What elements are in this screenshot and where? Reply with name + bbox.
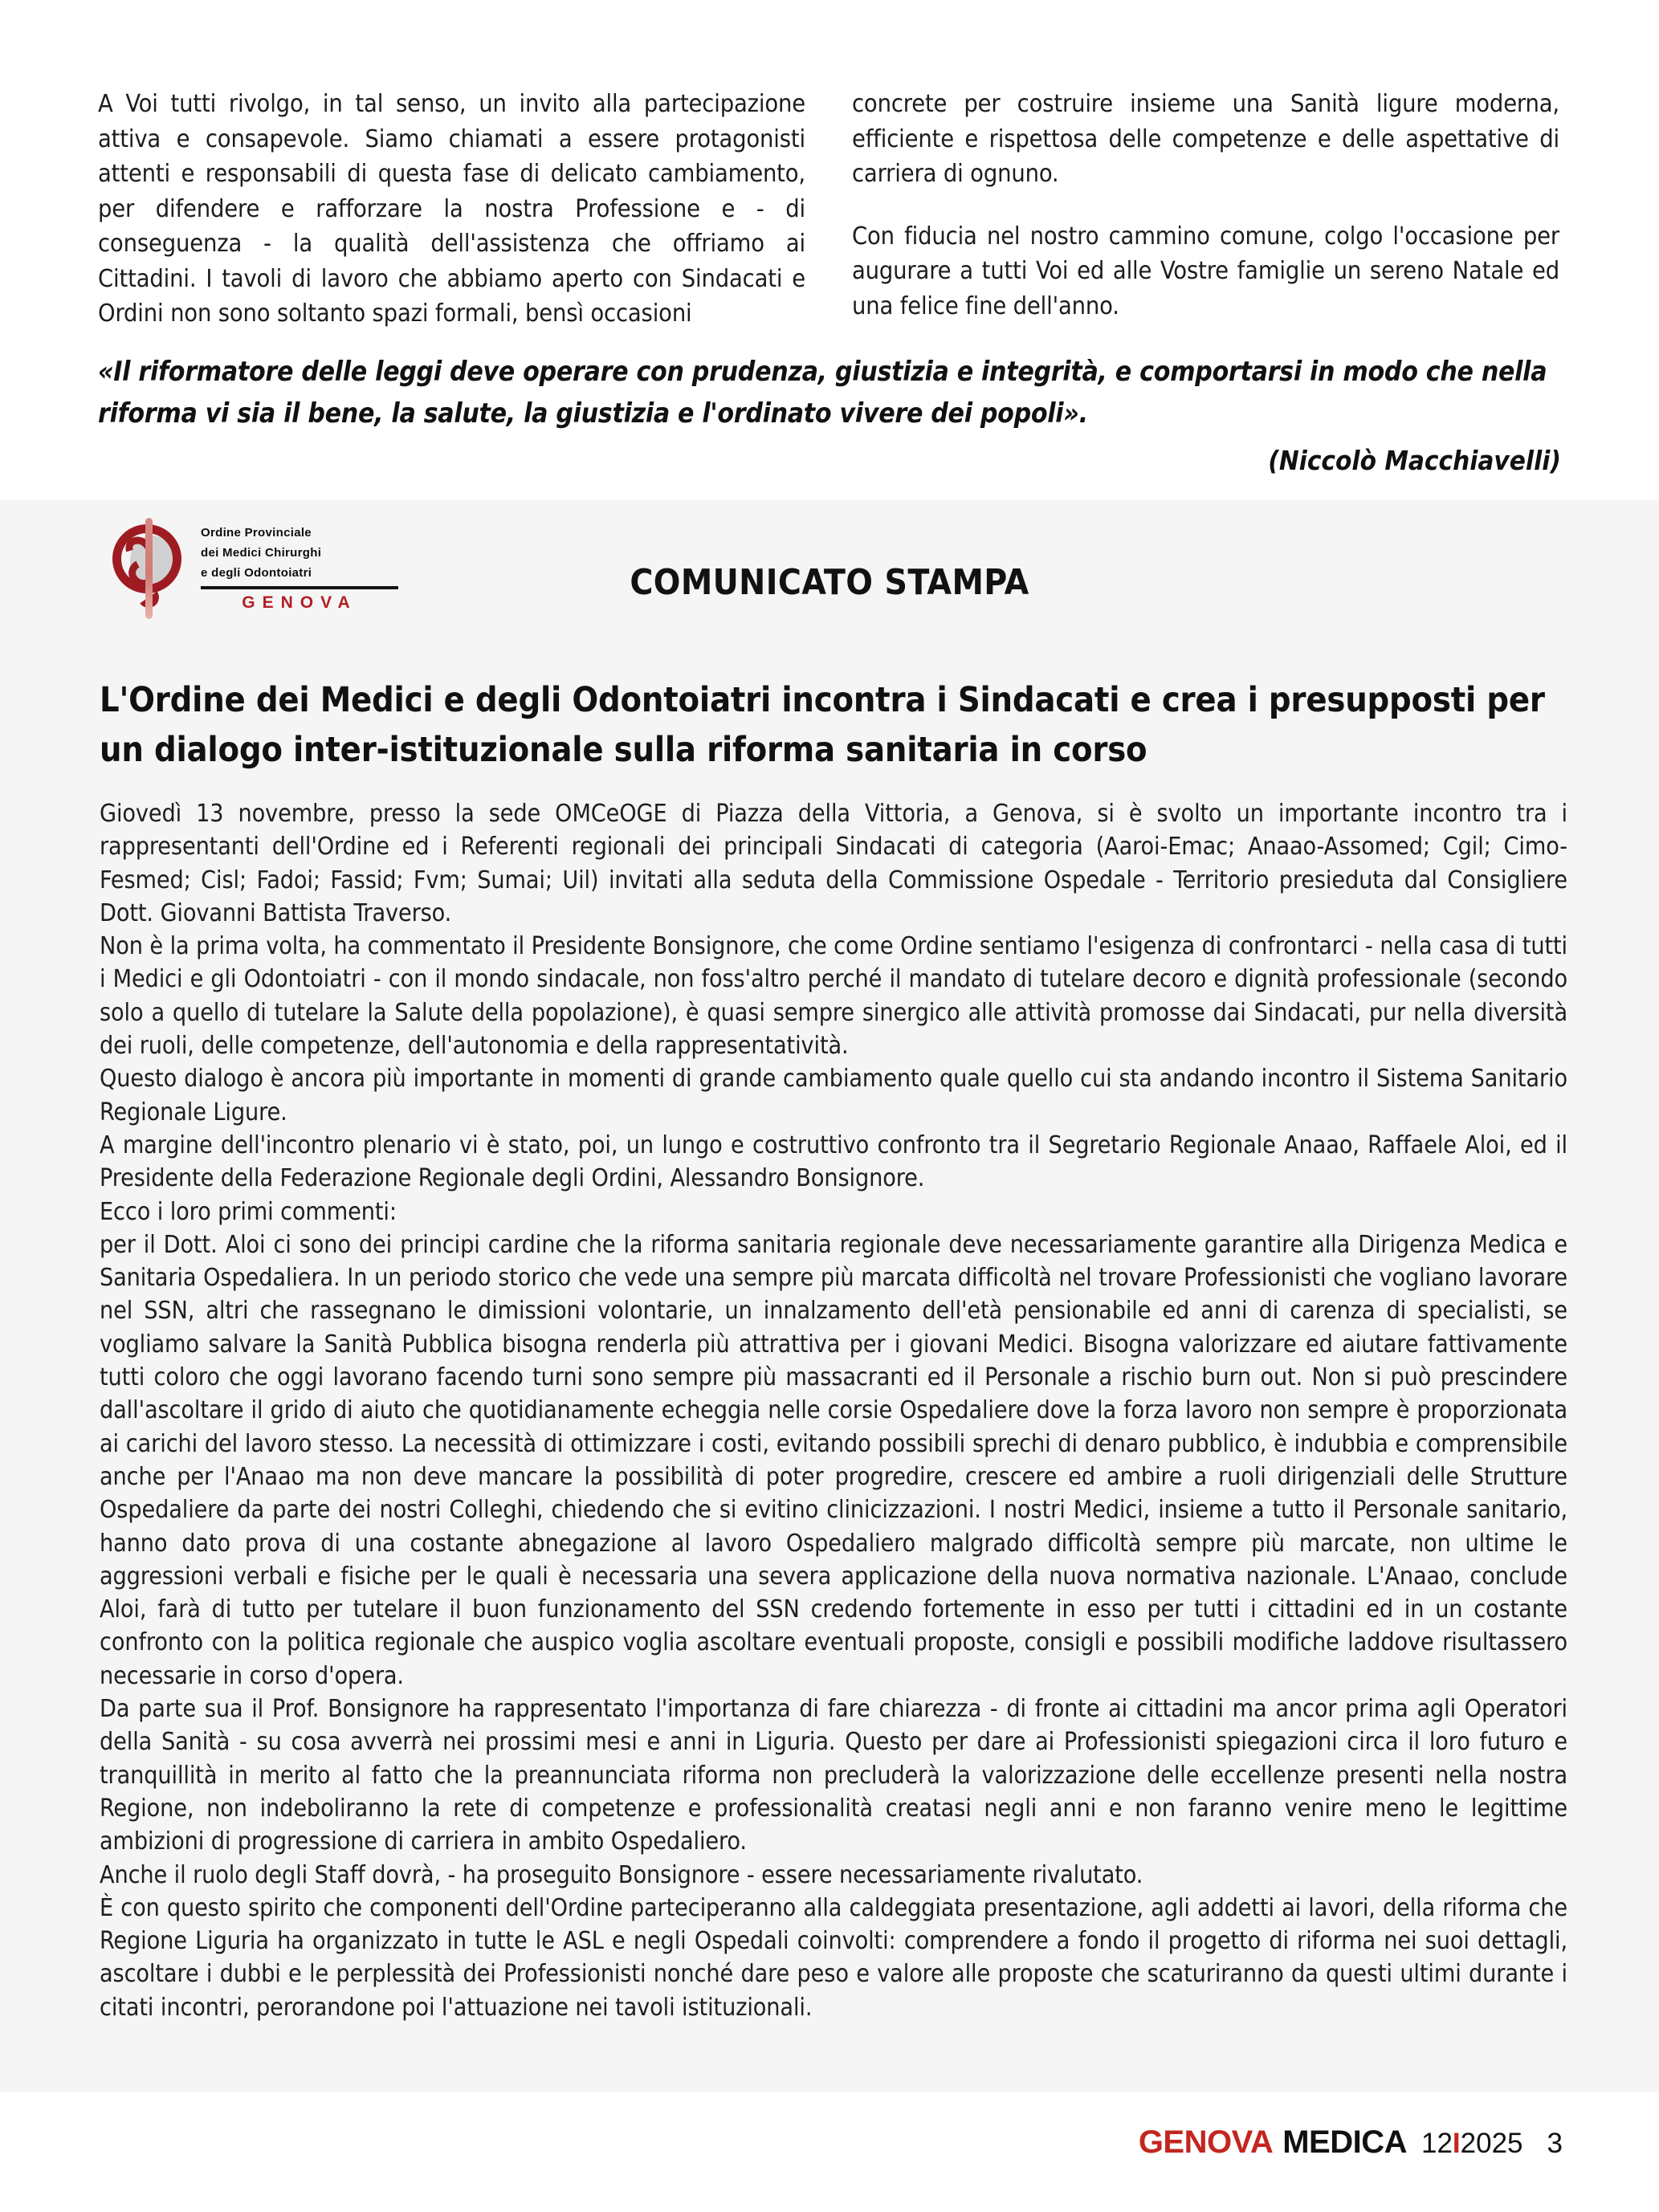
pull-quote xyxy=(98,351,1561,476)
letter-paragraph: concrete per costruire insieme una Sanità ligure moderna, efficiente e rispettosa delle competenze e delle aspettative di carriera di ognuno. xyxy=(852,90,1559,188)
body-paragraph: Anche il ruolo degli Staff dovrà, - ha proseguito Bonsignore - essere necessariamente rivalutato. xyxy=(100,1860,1143,1889)
body-paragraph: A margine dell'incontro plenario vi è stato, poi, un lungo e costruttivo confronto tra il Segretario Regionale Anaao, Raffaele Aloi, ed il Presidente della Federazione Regionale degli Ordini, Alessandro Bonsignore. xyxy=(100,1130,1567,1193)
body-paragraph: È con questo spirito che componenti dell'Ordine parteciperanno alla caldeggiata presentazione, agli addetti ai lavori, della riforma che Regione Liguria ha organizzato in tutte le ASL e negli Ospedali coinvolti: comprendere a fondo il progetto di riforma nei suoi dettagli, ascoltare i dubbi e le perplessità dei Professionisti nonché dare peso e valore alle proposte che scaturiranno da questi ultimi durante i citati incontri, perorandone poi l'attuazione nei tavoli istituzionali. xyxy=(100,1893,1567,2022)
body-paragraph: Da parte sua il Prof. Bonsignore ha rappresentato l'importanza di fare chiarezza - di fronte ai cittadini ma ancor prima agli Operatori della Sanità - su cosa avverrà nei prossimi mesi e anni in Liguria. Questo per dare ai Professionisti spiegazioni circa il loro futuro e tranquillità in merito al fatto che la preannunciata riforma non precluderà la valorizzazione delle eccellenze presenti nella nostra Regione, non indeboliranno la rete di competenze e professionalità creatasi negli anni e non faranno venire meno le legittime ambizioni di progressione di carriera in ambito Ospedaliero. xyxy=(100,1695,1567,1856)
body-paragraph: Ecco i loro primi commenti: xyxy=(100,1197,397,1226)
logo-line-1: Ordine Provinciale xyxy=(201,526,312,540)
letter-left-column xyxy=(98,87,805,332)
press-release-body xyxy=(100,797,1567,2024)
press-release-kicker: COMUNICATO STAMPA xyxy=(630,562,1029,603)
issue-label xyxy=(1421,2128,1523,2160)
logo-line-3: e degli Odontoiatri xyxy=(201,566,312,580)
letter-right-column xyxy=(852,87,1559,332)
masthead-medica: MEDICA xyxy=(1282,2124,1407,2160)
issue-separator: I xyxy=(1452,2128,1461,2159)
letter-paragraph: A Voi tutti rivolgo, in tal senso, un invito alla partecipazione attiva e consapevole. Siamo chiamati a essere protagonisti attenti e responsabili di questa fase di delicato cambiamento, per difendere e rafforzare la nostra Professione e - di conseguenza - la qualità dell'assistenza che offriamo ai Cittadini. I tavoli di lavoro che abbiamo aperto con Sindacati e Ordini non sono soltanto spazi formali, bensì occasioni xyxy=(98,90,805,328)
letter-paragraph: Con fiducia nel nostro cammino comune, colgo l'occasione per augurare a tutti Voi ed alle Vostre famiglie un sereno Natale ed una felice fine dell'anno. xyxy=(852,222,1559,320)
masthead-genova: GENOVA xyxy=(1138,2124,1274,2160)
body-paragraph: Giovedì 13 novembre, presso la sede OMCeOGE di Piazza della Vittoria, a Genova, si è svolto un importante incontro tra i rappresentanti dell'Ordine ed i Referenti regionali dei principali Sindacati di categoria (Aaroi-Emac; Anaao-Assomed; Cgil; Cimo-Fesmed; Cisl; Fadoi; Fassid; Fvm; Sumai; Uil) invitati alla seduta della Commissione Ospedale - Territorio presieduta dal Consigliere Dott. Giovanni Battista Traverso. xyxy=(100,800,1567,927)
press-release-panel xyxy=(0,500,1659,2092)
press-release-headline: L'Ordine dei Medici e degli Odontoiatri incontra i Sindacati e crea i presupposti per un dialogo inter-istituzionale sulla riforma sanitaria in corso xyxy=(100,680,1545,770)
logo-city: GENOVA xyxy=(242,593,357,612)
body-paragraph: per il Dott. Aloi ci sono dei principi cardine che la riforma sanitaria regionale deve necessariamente garantire alla Dirigenza Medica e Sanitaria Ospedaliera. In un periodo storico che vede una sempre più marcata difficoltà nel trovare Professionisti che vogliano lavorare nel SSN, altri che rassegnano le dimissioni volontarie, un innalzamento dell'età pensionabile ed anni di carenza di specialisti, se vogliamo salvare la Sanità Pubblica bisogna renderla più attrattiva per i giovani Medici. Bisogna valorizzare ed aiutare fattivamente tutti coloro che oggi lavorano facendo turni sono sempre più massacranti ed il Personale a rischio burn out. Non si può prescindere dall'ascoltare il grido di aiuto che quotidianamente echeggia nelle corsie Ospedaliere dove la forza lavoro non sempre è proporzionata ai carichi del lavoro stesso. La necessità di ottimizzare i costi, evitando possibili sprechi di denaro pubblico, è indubbia e comprensibile anche per l'Anaao ma non deve mancare la possibilità di poter progredire, crescere ed ambire a ruoli dirigenziali delle Strutture Ospedaliere da parte dei nostri Colleghi, chiedendo che si evitino clinicizzazioni. I nostri Medici, insieme a tutto il Personale sanitario, hanno dato prova di una costante abnegazione al lavoro Ospedaliero malgrado difficoltà sempre più marcate, non ultime le aggressioni verbali e fisiche per le quali è necessaria una severa applicazione della nuova normativa nazionale. L'Anaao, conclude Aloi, farà di tutto per tutelare il buon funzionamento del SSN credendo fortemente in esso per tutti i cittadini ed in un costante confronto con la politica regionale che auspico voglia ascoltare eventuali proposte, consigli e possibili modifiche laddove risultassero necessarie in corso d'opera. xyxy=(100,1230,1567,1690)
body-paragraph: Non è la prima volta, ha commentato il Presidente Bonsignore, che come Ordine sentiamo l'esigenza di confrontarci - nella casa di tutti i Medici e gli Odontoiatri - con il mondo sindacale, non foss'altro perché il mandato di tutelare decoro e dignità professionale (secondo solo a quello di tutelare la Salute della popolazione), è quasi sempre sinergico alle attività promosse dai Sindacati, pur nella diversità dei ruoli, delle competenze, dell'autonomia e della rappresentatività. xyxy=(100,932,1567,1061)
issue-year: 2025 xyxy=(1460,2128,1523,2159)
issue-month: 12 xyxy=(1421,2128,1453,2159)
quote-text: «Il riformatore delle leggi deve operare con prudenza, giustizia e integrità, e comportarsi in modo che nella riforma vi sia il bene, la salute, la giustizia e l'ordinato vivere dei popoli». xyxy=(98,356,1547,429)
quote-author: (Niccolò Macchiavelli) xyxy=(1268,445,1561,476)
page-footer xyxy=(1139,2124,1563,2161)
page-number: 3 xyxy=(1547,2128,1563,2159)
body-paragraph: Questo dialogo è ancora più importante in momenti di grande cambiamento quale quello cui sta andando incontro il Sistema Sanitario Regionale Ligure. xyxy=(100,1065,1567,1126)
logo-line-2: dei Medici Chirurghi xyxy=(201,546,322,560)
letter-columns xyxy=(98,87,1559,332)
